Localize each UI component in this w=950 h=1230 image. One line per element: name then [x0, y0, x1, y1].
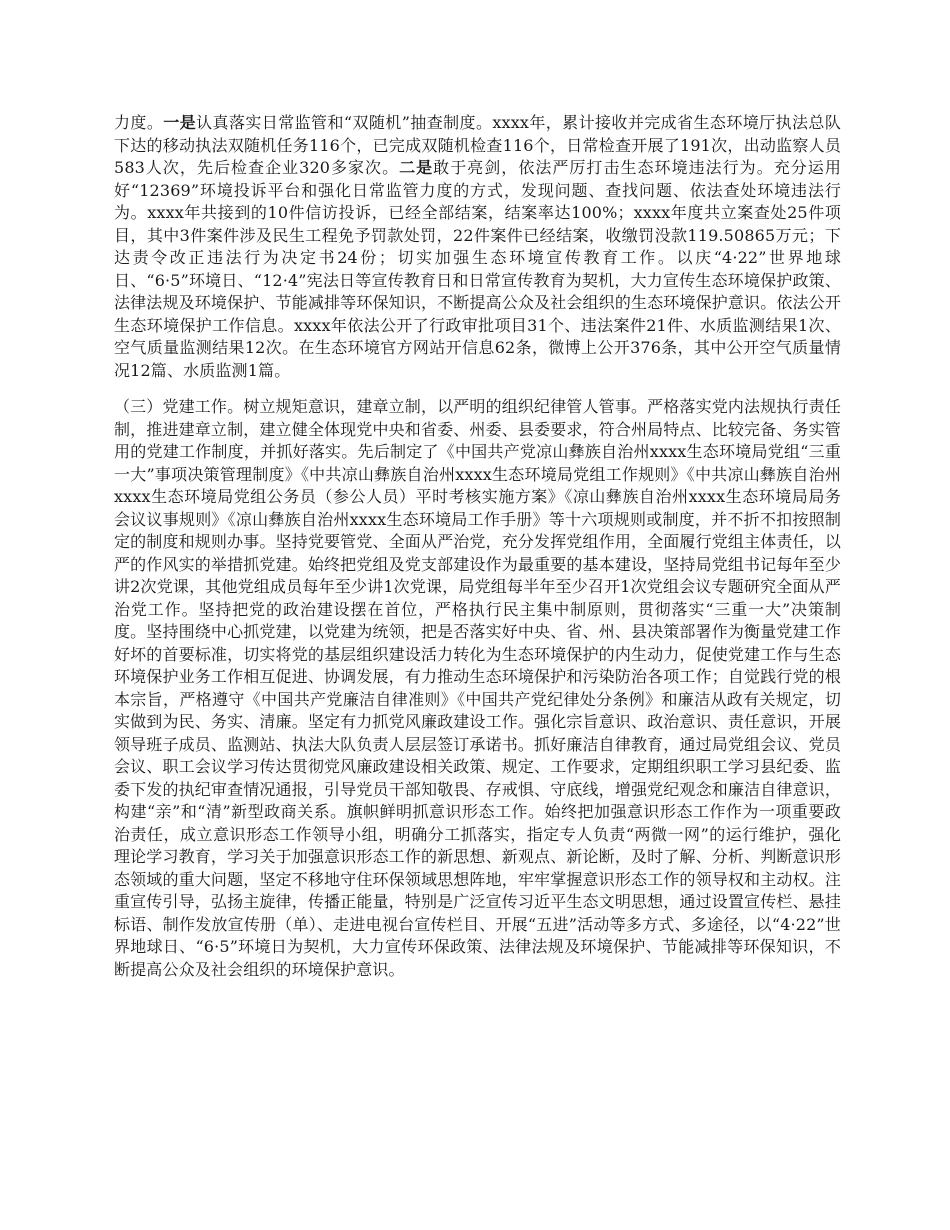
- paragraph-party-building: [114, 396, 841, 981]
- text-segment: 力度。: [114, 113, 164, 132]
- bold-marker-second: 二是: [399, 158, 434, 177]
- bold-marker-first: 一是: [163, 113, 197, 132]
- text-segment: 敢于亮剑，依法严厉打击生态环境违法行为。充分运用好“12369”环境投诉平台和强化日常监管力度的方式，发现问题、查找问题、依法查处环境违法行为。xxxx年共接到的10件信访投诉，已经全部结案，结案率达100%；xxxx年度共立案查处25件项目，其中3件案件涉及民生工程免予罚款处罚，22件案件已经结案，收缴罚没款119.50865万元；下达责令改正违法行为决定书24份；切实加强生态环境宣传教育工作。以庆“4·22”世界地球日、“6·5”环境日、“12·4”宪法日等宣传教育日和日常宣传教育为契机，大力宣传生态环境保护政策、法律法规及环境保护、节能减排等环保知识，不断提高公众及社会组织的生态环境保护意识。依法公开生态环境保护工作信息。xxxx年依法公开了行政审批项目31个、违法案件21件、水质监测结果1次、空气质量监测结果12次。在生态环境官方网站开信息62条，微博上公开376条，其中公开空气质量情况12篇、水质监测1篇。: [114, 158, 841, 380]
- document-page: [114, 112, 841, 981]
- text-segment: （三）党建工作。树立规矩意识，建章立制，以严明的组织纪律管人管事。严格落实党内法规执行责任制，推进建章立制，建立健全体现党中央和省委、州委、县委要求，符合州局特点、比较完备、务实管用的党建工作制度，并抓好落实。先后制定了《中国共产党凉山彝族自治州xxxx生态环境局党组“三重一大”事项决策管理制度》《中共凉山彝族自治州xxxx生态环境局党组工作规则》《中共凉山彝族自治州xxxx生态环境局党组公务员（参公人员）平时考核实施方案》《凉山彝族自治州xxxx生态环境局局务会议议事规则》《凉山彝族自治州xxxx生态环境局工作手册》等十六项规则或制度，并不折不扣按照制定的制度和规则办事。坚持党要管党、全面从严治党，充分发挥党组作用，全面履行党组主体责任，以严的作风实的举措抓党建。始终把党组及党支部建设作为最重要的基本建设，坚持局党组书记每年至少讲2次党课，其他党组成员每年至少讲1次党课，局党组每半年至少召开1次党组会议专题研究全面从严治党工作。坚持把党的政治建设摆在首位，严格执行民主集中制原则，贯彻落实“三重一大”决策制度。坚持围绕中心抓党建，以党建为统领，把是否落实好中央、省、州、县决策部署作为衡量党建工作好坏的首要标准，切实将党的基层组织建设活力转化为生态环境保护的内生动力，促使党建工作与生态环境保护业务工作相互促进、协调发展，有力推动生态环境保护和污染防治各项工作；自觉践行党的根本宗旨，严格遵守《中国共产党廉洁自律准则》《中国共产党纪律处分条例》和廉洁从政有关规定，切实做到为民、务实、清廉。坚定有力抓党风廉政建设工作。强化宗旨意识、政治意识、责任意识，开展领导班子成员、监测站、执法大队负责人层层签订承诺书。抓好廉洁自律教育，通过局党组会议、党员会议、职工会议学习传达贯彻党风廉政建设相关政策、规定、工作要求，定期组织职工学习县纪委、监委下发的执纪审查情况通报，引导党员干部知敬畏、存戒惧、守底线，增强党纪观念和廉洁自律意识，构建“亲”和“清”新型政商关系。旗帜鲜明抓意识形态工作。始终把加强意识形态工作作为一项重要政治责任，成立意识形态工作领导小组，明确分工抓落实，指定专人负责“两微一网”的运行维护，强化理论学习教育，学习关于加强意识形态工作的新思想、新观点、新论断，及时了解、分析、判断意识形态领域的重大问题，坚定不移地守住环保领域思想阵地，牢牢掌握意识形态工作的领导权和主动权。注重宣传引导，弘扬主旋律，传播正能量，特别是广泛宣传习近平生态文明思想，通过设置宣传栏、悬挂标语、制作发放宣传册（单）、走进电视台宣传栏目、开展“五进”活动等多方式、多途径，以“4·22”世界地球日、“6·5”环境日为契机，大力宣传环保政策、法律法规及环境保护、节能减排等环保知识，不断提高公众及社会组织的环境保护意识。: [114, 397, 841, 979]
- paragraph-enforcement: [114, 112, 841, 382]
- text-segment: 认真落实日常监管和“双随机”抽查制度。xxxx年，累计接收并完成省生态环境厅执法总队下达的移动执法双随机任务116个，已完成双随机检查116个，日常检查开展了191次，出动监察人员583人次，先后检查企业320多家次。: [114, 113, 841, 177]
